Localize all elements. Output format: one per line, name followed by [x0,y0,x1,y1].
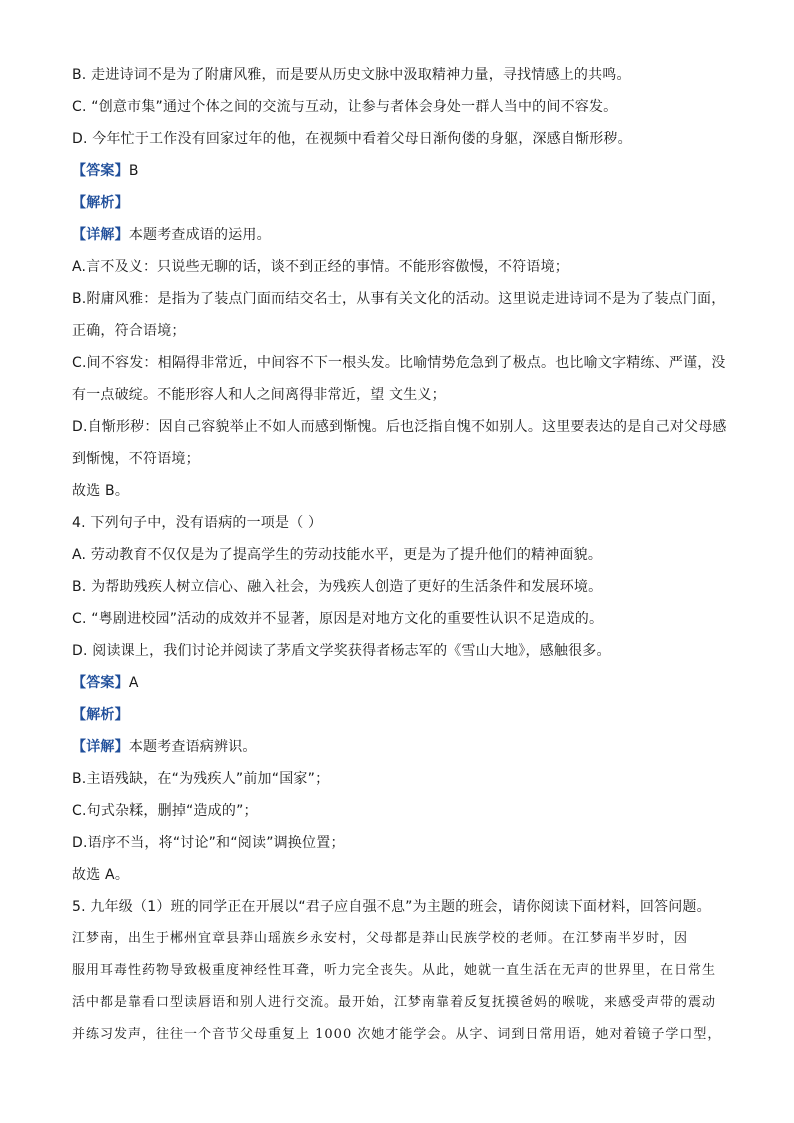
answer-value: A [128,675,139,691]
q4-analysis-line [72,705,724,725]
line-text: 正确，符合语境； [72,323,186,339]
answer-tag: 【答案】 [72,163,129,179]
line-text: D.自惭形秽：因自己容貌举止不如人而感到惭愧。后也泛指自愧不如别人。这里要表达的是自己对父母感 [72,419,727,435]
explanation-b [72,289,724,309]
q4-option-d [72,641,724,661]
line-text: C.间不容发：相隔得非常近，中间容不下一根头发。比喻情势危急到了极点。也比喻文字精练、严谨，没 [72,355,726,371]
line-text: 故选 A。 [72,867,130,883]
q4-option-c [72,609,724,629]
analysis-tag: 【解析】 [72,707,129,723]
reading-passage-line [72,929,724,949]
q4-detail-line [72,737,724,757]
line-text: 故选 B。 [72,483,130,499]
answer-value: B [128,163,139,179]
line-text: 5. 九年级（1）班的同学正在开展以“君子应自强不息”为主题的班会，请你阅读下面材料，回答问题。 [72,899,711,915]
line-text: 本题考查成语的运用。 [128,227,271,243]
line-text: 本题考查语病辨识。 [128,739,257,755]
line-text: D. 阅读课上，我们讨论并阅读了茅盾文学奖获得者杨志军的《雪山大地》，感触很多。 [72,643,611,659]
line-text: C.句式杂糅，删掉“造成的”； [72,803,258,819]
option-d-line [72,129,724,149]
line-text: B.附庸风雅：是指为了装点门面而结交名士，从事有关文化的活动。这里说走进诗词不是为了装点门面， [72,291,726,307]
line-text: 4. 下列句子中，没有语病的一项是（ ） [72,515,323,531]
reading-passage-line [72,993,724,1013]
explanation-c-cont [72,385,724,405]
explanation-c [72,353,724,373]
line-text: A.言不及义：只说些无聊的话，谈不到正经的事情。不能形容傲慢，不符语境； [72,259,569,275]
reading-passage-line [72,961,724,981]
analysis-tag: 【解析】 [72,195,129,211]
line-text: D.语序不当，将“讨论”和“阅读”调换位置； [72,835,345,851]
option-c-line [72,97,724,117]
line-text: B.主语残缺，在“为残疾人”前加“国家”； [72,771,330,787]
option-b-line [72,65,724,85]
line-text: 到惭愧，不符语境； [72,451,200,467]
line-text: 服用耳毒性药物导致极重度神经性耳聋，听力完全丧失。从此，她就一直生活在无声的世界里，在日常生 [72,963,717,978]
line-text: 有一点破绽。不能形容人和人之间离得非常近，望 文生义； [72,387,446,403]
detail-line [72,225,724,245]
line-text: 江梦南，出生于郴州宜章县莽山瑶族乡永安村，父母都是莽山民族学校的老师。在江梦南半岁时，因 [72,931,689,946]
answer-tag: 【答案】 [72,675,129,691]
line-text: C. “创意市集”通过个体之间的交流与互动，让参与者体会身处一群人当中的间不容发。 [72,99,618,115]
conclusion-line [72,481,724,501]
line-text: A. 劳动教育不仅仅是为了提高学生的劳动技能水平，更是为了提升他们的精神面貌。 [72,547,603,563]
line-text: D. 今年忙于工作没有回家过年的他，在视频中看着父母日渐佝偻的身躯，深感自惭形秽。 [72,131,632,147]
detail-tag: 【详解】 [72,227,129,243]
explanation-d [72,417,727,437]
question-5-stem [72,897,724,917]
reading-passage-line [72,1025,724,1045]
answer-line [72,161,724,181]
q4-conclusion [72,865,724,885]
explanation-a [72,257,724,277]
explanation-b-cont [72,321,724,341]
line-text: B. 走进诗词不是为了附庸风雅，而是要从历史文脉中汲取精神力量，寻找情感上的共鸣。 [72,67,631,83]
q4-explanation-c [72,801,724,821]
line-text: C. “粤剧进校园”活动的成效并不显著，原因是对地方文化的重要性认识不足造成的。 [72,611,604,627]
explanation-d-cont [72,449,724,469]
line-text: 并练习发声，往往一个音节父母重复上 1000 次她才能学会。从字、词到日常用语，她对着镜子学口型， [72,1027,722,1042]
q4-option-a [72,545,724,565]
line-text: 活中都是靠看口型读唇语和别人进行交流。最开始，江梦南靠着反复抚摸爸妈的喉咙，来感受声带的震动 [72,995,717,1010]
line-text: B. 为帮助残疾人树立信心、融入社会，为残疾人创造了更好的生活条件和发展环境。 [72,579,603,595]
question-4-stem [72,513,724,533]
q4-explanation-d [72,833,724,853]
q4-explanation-b [72,769,724,789]
detail-tag: 【详解】 [72,739,129,755]
analysis-line [72,193,724,213]
q4-option-b [72,577,724,597]
q4-answer-line [72,673,724,693]
